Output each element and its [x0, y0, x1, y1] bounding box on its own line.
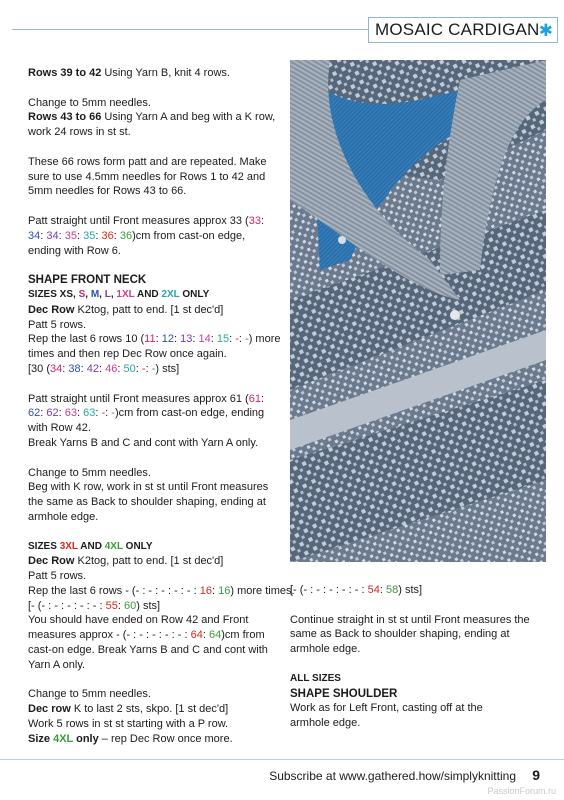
- measure-paragraph-2: Patt straight until Front measures approx 61 (61: 62: 62: 63: 63: -: -)cm from cast-on edge, ending with Row 42. Break Yarns B and C and cont with Yarn A only.: [28, 392, 274, 451]
- size-value: 16: [218, 584, 231, 597]
- measure-paragraph-1: Patt straight until Front measures approx 33 (33: 34: 34: 35: 35: 36: 36)cm from cast-on edge, ending with Row 6.: [28, 214, 274, 258]
- size-label: 1XL: [116, 288, 135, 300]
- size-value: 34: [46, 229, 59, 242]
- text: K2tog, patt to end. [1 st dec'd]: [74, 303, 224, 316]
- text: [- (- : - : - : - : - :: [28, 599, 106, 612]
- size-value: 64: [190, 629, 203, 642]
- size-value: 63: [83, 407, 96, 420]
- text: SIZES XS,: [28, 288, 79, 300]
- continue-paragraph: [290, 613, 545, 657]
- size-value: 61: [248, 392, 261, 405]
- rows-43-text-cont: work 24 rows in st st.: [28, 126, 131, 139]
- needles-and-rows-43: [28, 96, 274, 140]
- rows-43-label: Rows 43 to 66: [28, 111, 102, 124]
- text: ONLY: [122, 540, 153, 552]
- text: same as Back to shoulder shaping, ending at: [290, 628, 510, 641]
- text: )cm from cast-on edge, ending: [114, 407, 265, 420]
- size-value: 35: [64, 229, 77, 242]
- size-value: 34: [28, 229, 41, 242]
- text: ) more: [248, 333, 281, 346]
- size-label: 3XL: [59, 540, 78, 552]
- size-value: 13: [180, 333, 193, 346]
- size-value: 54: [367, 584, 380, 596]
- text: only: [73, 732, 99, 745]
- change-needles-paragraph: [28, 466, 274, 525]
- text: AND: [134, 288, 162, 300]
- size-label: S: [78, 288, 86, 300]
- text: K to last 2 sts, skpo. [1 st dec'd]: [70, 703, 229, 716]
- size-value: 50: [123, 362, 136, 375]
- shape-shoulder-section: [290, 672, 545, 731]
- text: [- (- : - : - : - : - :: [290, 584, 368, 596]
- change-needles-1: Change to 5mm needles.: [28, 96, 151, 109]
- rows-39-42: [28, 66, 274, 81]
- text: armhole edge.: [290, 717, 361, 730]
- pattern-note-line: 5mm needles for Rows 43 to 66.: [28, 185, 187, 198]
- left-column: [28, 66, 295, 761]
- final-paragraph: [28, 687, 274, 746]
- size-label: 4XL: [104, 540, 123, 552]
- text: the same as Back to shoulder shaping, ending at: [28, 496, 266, 509]
- rows-39-label: Rows 39 to 42: [28, 67, 102, 79]
- text: armhole edge.: [28, 510, 99, 523]
- text: AND: [77, 540, 105, 552]
- cardigan-photo: [290, 60, 546, 562]
- size-value: 36: [101, 229, 114, 242]
- size-value: 58: [385, 584, 399, 596]
- size-value: -: [101, 407, 106, 420]
- page-number: 9: [532, 767, 540, 783]
- text: Patt 5 rows.: [28, 570, 87, 583]
- size-value: -: [141, 362, 146, 375]
- size-value: 60: [123, 599, 137, 612]
- size-value: -: [245, 333, 249, 346]
- page-title: MOSAIC CARDIGAN: [375, 20, 540, 39]
- text: ) sts]: [136, 599, 161, 612]
- size-label: L: [104, 288, 111, 300]
- text: times and then rep Dec Row once again.: [28, 348, 227, 361]
- cardigan-photo-illustration: [290, 60, 546, 562]
- text: Work as for Left Front, casting off at the: [290, 702, 483, 715]
- pattern-note-line: sure to use 4.5mm needles for Rows 1 to 42 and: [28, 170, 266, 183]
- size-value: 11: [144, 333, 156, 346]
- size-value: -: [151, 362, 156, 375]
- text: )cm from cast-on edge,: [132, 229, 246, 242]
- section-heading: SHAPE SHOULDER: [290, 687, 398, 700]
- rows-39-text: Using Yarn B, knit 4 rows.: [101, 67, 230, 79]
- text: Change to 5mm needles.: [28, 688, 151, 701]
- text: Continue straight in st st until Front measures the: [290, 613, 530, 626]
- size-value: 16: [199, 584, 213, 597]
- rows-43-text: Using Yarn A and beg with a K row,: [101, 111, 276, 124]
- text: ) sts]: [398, 584, 423, 596]
- text: ONLY: [179, 288, 210, 300]
- text: SIZES: [28, 540, 60, 552]
- shape-front-neck-section: SHAPE FRONT NECK SIZES XS, S, M, L, 1XL AND 2XL ONLY Dec Row K2tog, patt to end. [1 st dec'd] Patt 5 rows. Rep the last 6 rows 10 (11: 12: 13: 14: 15: -: -) more times and then rep Dec Row once again. [30 (34: 38: 42: 46: 50: -: -) sts]: [28, 274, 281, 375]
- header-box: [368, 17, 558, 43]
- size-value: 14: [198, 333, 211, 346]
- size-label: Size: [28, 732, 54, 745]
- size-value: 42: [86, 362, 100, 375]
- text: )cm from: [221, 629, 265, 642]
- size-value: 62: [28, 407, 41, 420]
- size-value: 15: [216, 333, 230, 346]
- sizes-line: [28, 540, 274, 555]
- size-label: 2XL: [161, 288, 180, 300]
- size-value: 63: [64, 407, 77, 420]
- text: K2tog, patt to end. [1 st dec'd]: [74, 555, 224, 568]
- text: with Row 42.: [28, 422, 91, 435]
- pattern-note-line: These 66 rows form patt and are repeated. Make: [28, 155, 267, 168]
- footer-rule: [0, 759, 564, 760]
- text: Beg with K row, work in st st until Front measures: [28, 481, 269, 494]
- text: ending with Row 6.: [28, 244, 121, 257]
- asterisk-flower-icon: ✱: [538, 21, 553, 40]
- text: Patt straight until Front measures approx 61 (: [28, 392, 249, 405]
- sizes-line: ALL SIZES: [290, 672, 341, 684]
- text: ) sts]: [155, 362, 180, 375]
- text: You should have ended on Row 42 and Front: [28, 614, 249, 627]
- text: Patt 5 rows.: [28, 318, 87, 331]
- text: – rep Dec Row once more.: [98, 732, 233, 745]
- text: Break Yarns B and C and cont with Yarn A only.: [28, 436, 259, 449]
- text: Yarn A only.: [28, 658, 86, 671]
- dec-row-label: Dec Row: [28, 303, 75, 316]
- text: ) more times.: [230, 584, 295, 597]
- pattern-note: [28, 155, 274, 199]
- text: measures approx - (- : - : - : - : - :: [28, 629, 191, 642]
- size-value: 55: [105, 599, 118, 612]
- size-label: 4XL: [53, 732, 74, 745]
- size-value: 46: [105, 362, 118, 375]
- text: Change to 5mm needles.: [28, 466, 151, 479]
- size-value: 62: [46, 407, 59, 420]
- text: Rep the last 6 rows 10 (: [28, 333, 145, 346]
- text: [30 (: [28, 362, 51, 375]
- size-value: 64: [208, 629, 222, 642]
- text: armhole edge.: [290, 643, 361, 656]
- right-column: [290, 583, 545, 746]
- size-value: 36: [119, 229, 133, 242]
- section-heading: SHAPE FRONT NECK: [28, 274, 147, 287]
- right-sts-line: [- (- : - : - : - : - : 54: 58) sts]: [290, 584, 423, 596]
- header-rule: [12, 29, 368, 30]
- text: Rep the last 6 rows - (- : - : - : - : - :: [28, 584, 200, 597]
- size-value: -: [235, 333, 239, 346]
- dec-row-label: Dec Row: [28, 555, 75, 568]
- text: Work 5 rows in st st starting with a P row.: [28, 718, 229, 731]
- size-value: 12: [161, 333, 174, 346]
- sizes-line: SIZES XS, S, M, L, 1XL AND 2XL ONLY: [28, 288, 210, 300]
- dec-row-label: Dec row: [28, 703, 71, 716]
- text: cast-on edge. Break Yarns B and C and cont with: [28, 644, 268, 657]
- text: Patt straight until Front measures approx 33 (: [28, 214, 249, 227]
- watermark: PassionForum.ru: [487, 786, 556, 796]
- size-value: 33: [248, 214, 261, 227]
- size-value: -: [111, 407, 115, 420]
- subscribe-link[interactable]: Subscribe at www.gathered.how/simplyknitting: [269, 769, 516, 783]
- sizes-3xl-4xl-section: SIZES 3XL AND 4XL ONLY Dec Row K2tog, patt to end. [1 st dec'd] Patt 5 rows. Rep the last 6 rows - (- : - : - : - : - : 16: 16) more times. [- (- : - : - : - : - : 55: 60) sts] You should have ended on Row 42 and Front measures approx - (- : - : - : - : - : 64: 64)cm from cast-on edge. Break Yarns B and C and cont with Yarn A only.: [28, 540, 295, 671]
- size-value: 35: [83, 229, 96, 242]
- size-label: M: [90, 288, 100, 300]
- size-value: 38: [68, 362, 81, 375]
- size-value: 34: [50, 362, 63, 375]
